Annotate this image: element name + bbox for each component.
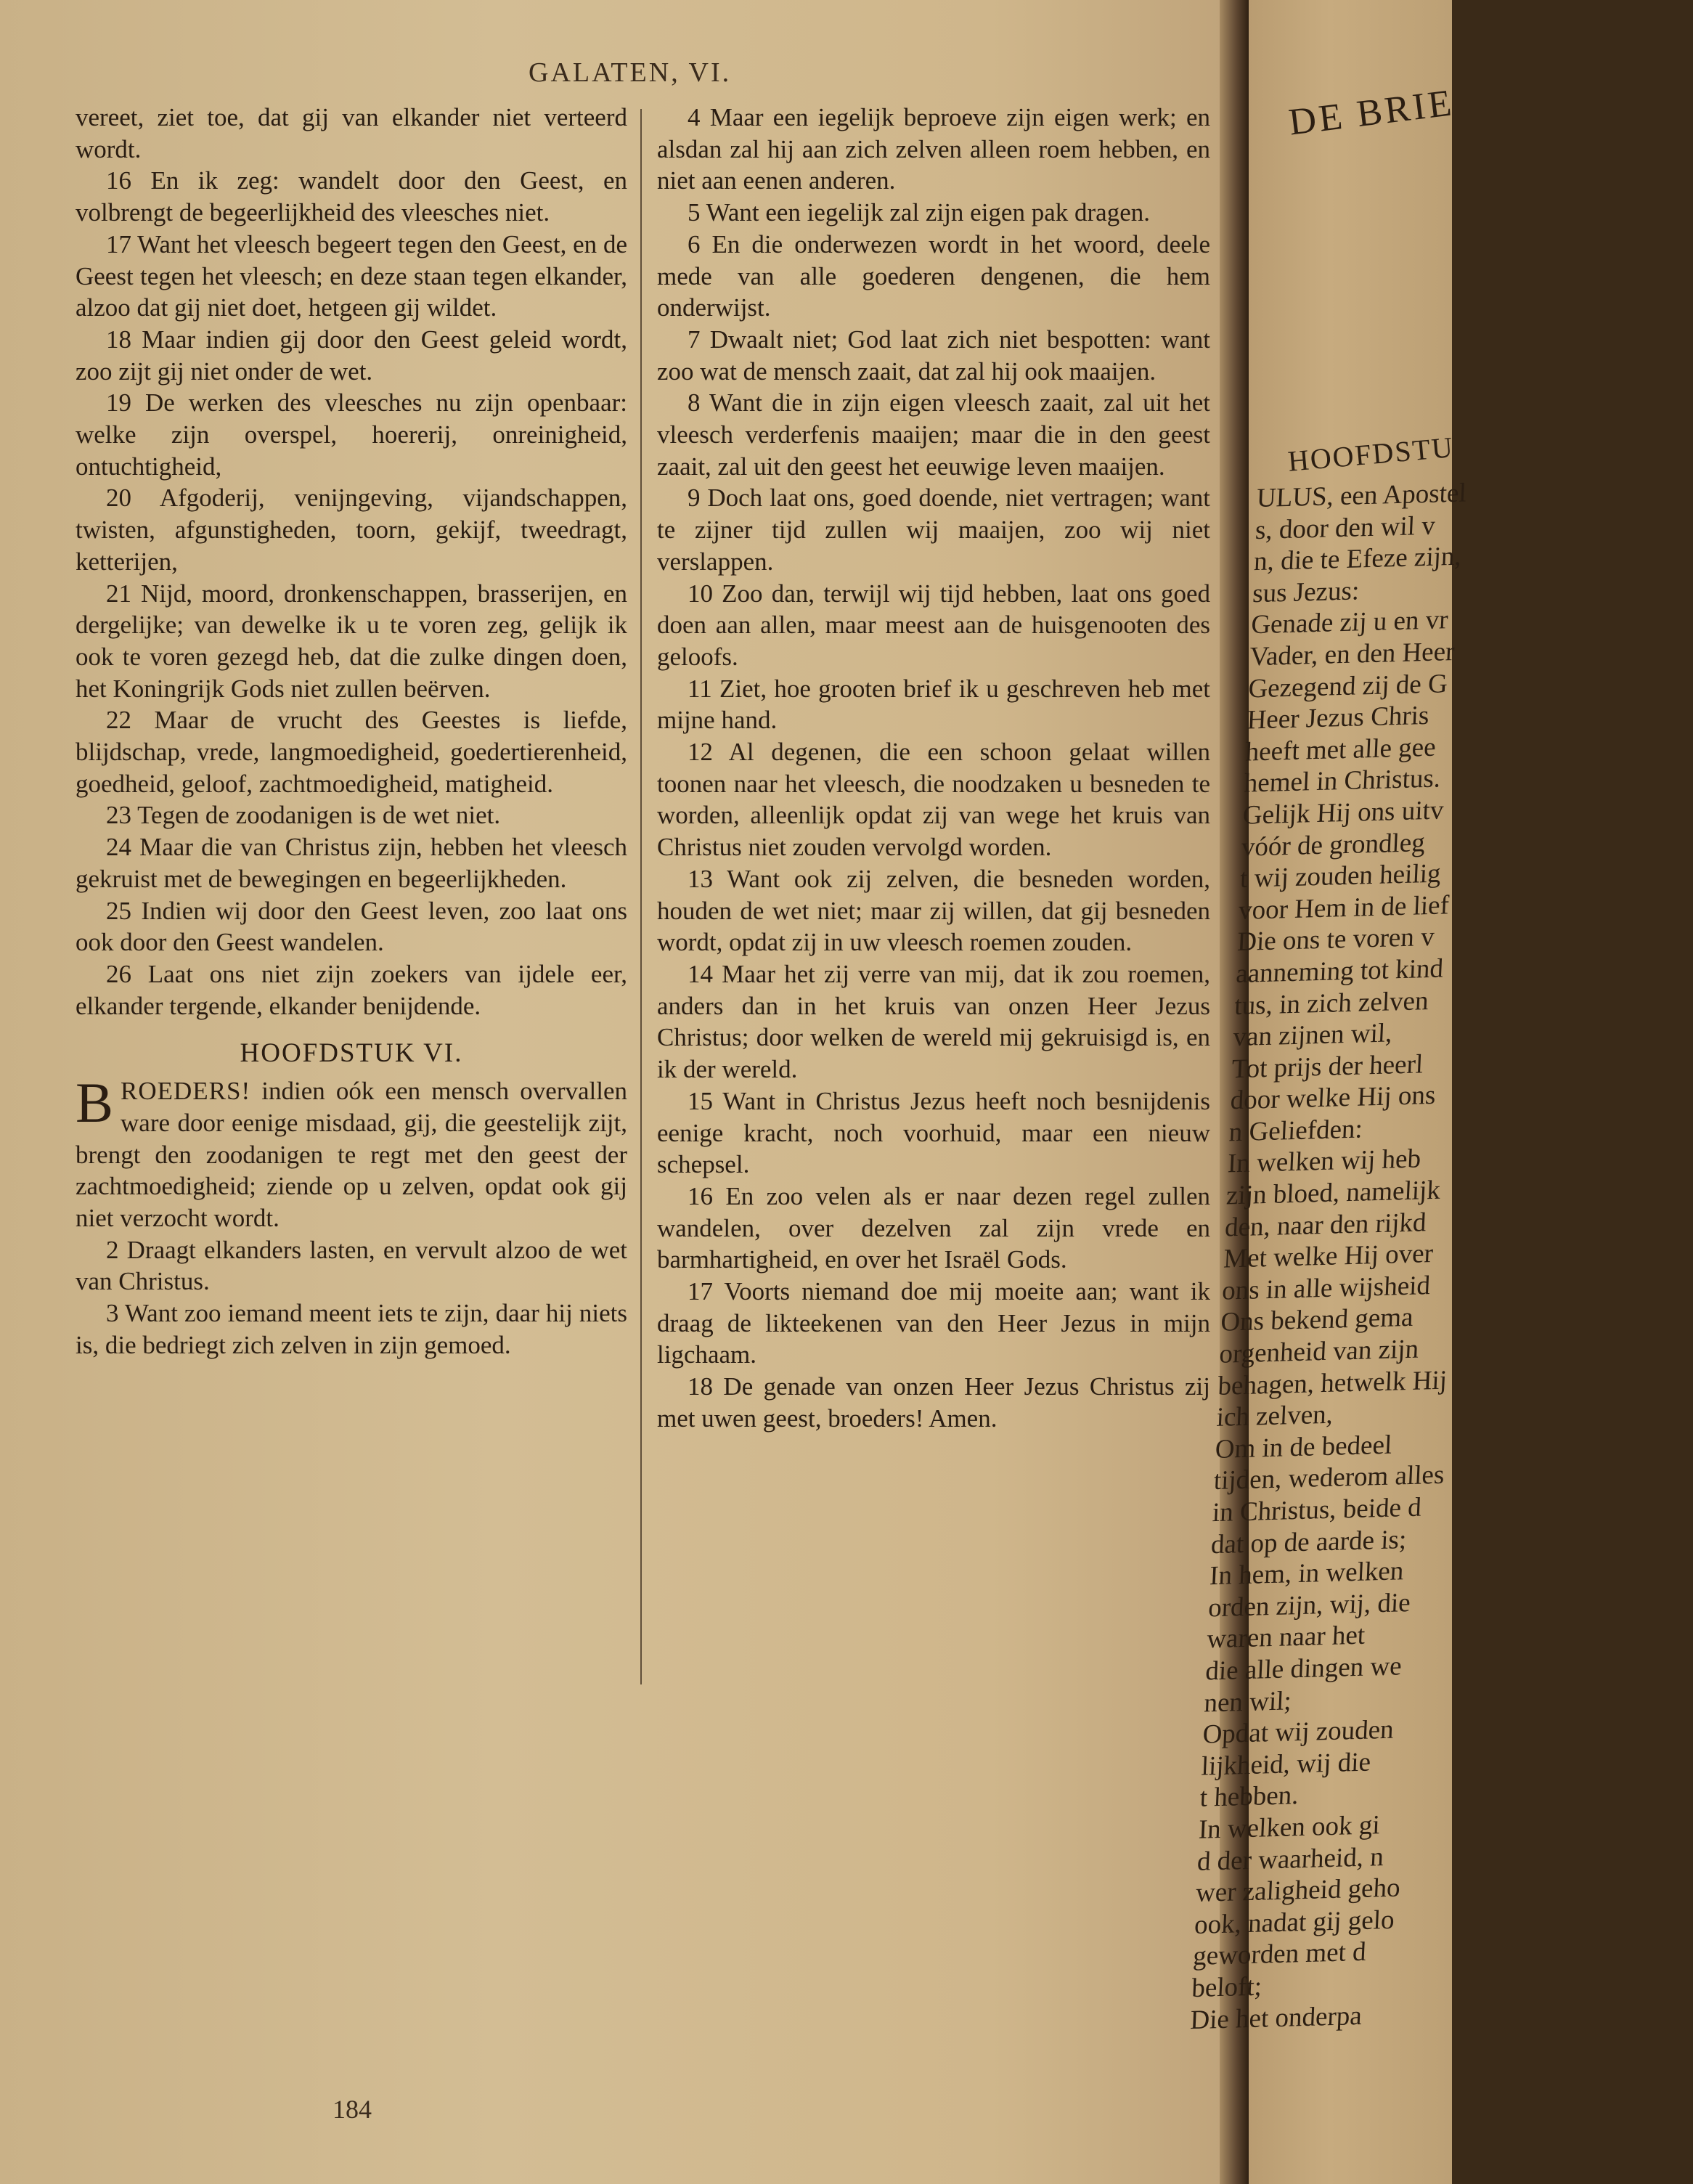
chapter-first-verse-text: indien oók een mensch overvallen ware door eenige misdaad, gij, die geestelijk zijt, brengt den zoodanigen te regt met den geest der zachtmoedigheid; ziende op u zelven, opdat ook gij niet verzocht wordt. xyxy=(76,1077,627,1232)
facing-page-line: Gelijk Hij ons uitv xyxy=(1242,795,1445,831)
facing-page-line: orgenheid van zijn xyxy=(1218,1334,1420,1369)
verse: 25 Indien wij door den Geest leven, zoo laat ons ook door den Geest wandelen. xyxy=(76,896,627,957)
facing-page-line: aanneming tot kind xyxy=(1235,953,1444,989)
verse: 18 De genade van onzen Heer Jezus Christus zij met uwen geest, broeders! Amen. xyxy=(657,1372,1210,1433)
verse: 8 Want die in zijn eigen vleesch zaait, zal uit het vleesch verderfenis maaijen; maar die in den geest zaait, zal uit den geest het eeuwige leven maaijen. xyxy=(657,388,1210,481)
verse: 16 En zoo velen als er naar dezen regel zullen wandelen, over dezelven zal zijn vrede en barmhartigheid, en over het Israël Gods. xyxy=(657,1181,1210,1274)
verse: 15 Want in Christus Jezus heeft noch besnijdenis eenige kracht, noch voorhuid, maar een nieuw schepsel. xyxy=(657,1086,1210,1179)
facing-page-line: Genade zij u en vr xyxy=(1250,605,1449,640)
verse: 2 Draagt elkanders lasten, en vervult alzoo de wet van Christus. xyxy=(76,1235,627,1296)
facing-page-line: den, naar den rijkd xyxy=(1224,1207,1427,1243)
facing-page-line: Vader, en den Heer xyxy=(1249,636,1456,672)
facing-page-line: behagen, hetwelk Hij xyxy=(1217,1365,1448,1401)
facing-page-line: dat op de aarde is; xyxy=(1210,1524,1408,1560)
facing-page-line: In hem, in welken xyxy=(1209,1556,1405,1592)
verse: 9 Doch laat ons, goed doende, niet vertragen; want te zijner tijd zullen wij maaijen, zoo wij niet verslappen. xyxy=(657,484,1210,576)
chapter-heading: HOOFDSTUK VI. xyxy=(240,1038,463,1069)
facing-page-line: van zijnen wil, xyxy=(1232,1018,1393,1053)
left-verses-after xyxy=(76,1234,627,1361)
facing-page-chapter: HOOFDSTU xyxy=(1286,431,1456,478)
left-verses xyxy=(76,102,627,1022)
facing-page-line: Heer Jezus Chris xyxy=(1246,701,1430,736)
page-number: 184 xyxy=(333,2095,372,2124)
verse: 24 Maar die van Christus zijn, hebben het vleesch gekruist met de bewegingen en begeerlijkheden. xyxy=(76,833,627,893)
facing-page-line: s, door den wil v xyxy=(1255,510,1436,545)
facing-page-line: ons in alle wijsheid xyxy=(1221,1270,1431,1306)
facing-page-line: n, die te Efeze zijn, xyxy=(1253,541,1462,577)
verse: 26 Laat ons niet zijn zoekers van ijdele eer, elkander tergende, elkander benijdende. xyxy=(76,959,627,1020)
facing-page-line: waren naar het xyxy=(1206,1621,1366,1655)
facing-page-line: vóór de grondleg xyxy=(1241,827,1426,863)
verse: 12 Al degenen, die een schoon gelaat willen toonen naar het vleesch, die noodzaken u besneden te worden, alleenlijk opdat zij van wege het kruis van Christus niet zouden vervolgd worden. xyxy=(657,738,1210,862)
facing-page-line: geworden met d xyxy=(1192,1937,1367,1972)
verse: 22 Maar de vrucht des Geestes is liefde, blijdschap, vrede, langmoedigheid, goedertierenheid, goedheid, geloof, zachtmoedigheid, matigheid. xyxy=(76,706,627,798)
facing-page-line: Opdat wij zouden xyxy=(1202,1714,1395,1750)
left-column xyxy=(76,102,627,1361)
facing-page-line: n Geliefden: xyxy=(1228,1114,1363,1148)
facing-page-line: die alle dingen we xyxy=(1204,1651,1403,1687)
facing-page-line: ich zelven, xyxy=(1215,1399,1334,1433)
facing-page-line: t wij zouden heilig xyxy=(1239,858,1442,894)
drop-cap: B xyxy=(76,1071,114,1135)
facing-page-line: door welke Hij ons xyxy=(1229,1080,1437,1116)
facing-page-line: ULUS, een Apostel xyxy=(1256,478,1467,514)
verse: 17 Want het vleesch begeert tegen den Geest, en de Geest tegen het vleesch; en deze staan tegen elkander, alzoo dat gij niet doet, hetgeen gij wildet. xyxy=(76,229,627,322)
facing-page-line: t hebben. xyxy=(1199,1780,1300,1814)
verse: 19 De werken des vleesches nu zijn openbaar: welke zijn overspel, hoererij, onreinigheid, ontuchtigheid, xyxy=(76,388,627,481)
facing-page-line: orden zijn, wij, die xyxy=(1207,1587,1411,1623)
chapter-first-verse xyxy=(76,1071,627,1234)
verse: 7 Dwaalt niet; God laat zich niet bespotten: want zoo wat de mensch zaait, dat zal hij ook maaijen. xyxy=(657,325,1210,386)
column-rule xyxy=(640,109,642,1684)
facing-page xyxy=(1189,0,1467,2184)
facing-page-line: In welken wij heb xyxy=(1227,1144,1421,1179)
verse: vereet, ziet toe, dat gij van elkander niet verteerd wordt. xyxy=(76,103,627,163)
verse: 13 Want ook zij zelven, die besneden worden, houden de wet niet; maar zij willen, dat gij besneden wordt, opdat zij in uw vleesch roemen zouden. xyxy=(657,864,1210,957)
facing-page-line: In welken ook gi xyxy=(1198,1810,1381,1845)
facing-page-line: beloft; xyxy=(1191,1971,1262,2004)
verse: 6 En die onderwezen wordt in het woord, deele mede van alle goederen dengenen, die hem onderwijst. xyxy=(657,229,1210,322)
facing-page-line: Die ons te voren v xyxy=(1236,922,1435,958)
facing-page-line: sus Jezus: xyxy=(1252,576,1360,609)
verse: 23 Tegen de zoodanigen is de wet niet. xyxy=(106,801,501,830)
facing-page-line: wer zaligheid geho xyxy=(1195,1873,1401,1909)
facing-page-line: Ons bekend gema xyxy=(1220,1303,1414,1338)
verse: 16 En ik zeg: wandelt door den Geest, en volbrengt de begeerlijkheid des vleesches niet. xyxy=(76,166,627,227)
facing-page-line: Om in de bedeel xyxy=(1214,1430,1393,1464)
running-head: GALATEN, VI. xyxy=(529,57,732,88)
facing-page-line: d der waarheid, n xyxy=(1196,1841,1384,1877)
facing-page-line: tus, in zich zelven xyxy=(1233,985,1429,1021)
verse: 11 Ziet, hoe grooten brief ik u geschreven heb met mijne hand. xyxy=(657,674,1210,735)
facing-page-line: voor Hem in de lief xyxy=(1238,889,1450,926)
chapter-opening-caps: ROEDERS! xyxy=(121,1077,251,1106)
verse: 20 Afgoderij, venijngeving, vijandschappen, twisten, afgunstigheden, toorn, gekijf, tweedragt, ketterijen, xyxy=(76,484,627,576)
facing-page-line: in Christus, beide d xyxy=(1212,1492,1422,1528)
facing-page-line: Met welke Hij over xyxy=(1223,1239,1434,1274)
facing-page-lines xyxy=(1190,471,1693,2036)
facing-page-line: Tot prijs der heerl xyxy=(1231,1048,1424,1084)
facing-page-line: tijden, wederom alles xyxy=(1213,1460,1445,1496)
facing-page-line: hemel in Christus. xyxy=(1244,763,1442,799)
verse: 18 Maar indien gij door den Geest geleid wordt, zoo zijt gij niet onder de wet. xyxy=(76,325,627,386)
verse: 5 Want een iegelijk zal zijn eigen pak dragen. xyxy=(688,198,1150,227)
facing-page-line: Gezegend zij de G xyxy=(1247,668,1448,704)
verse: 10 Zoo dan, terwijl wij tijd hebben, laat ons goed doen aan allen, maar meest aan de huisgenooten des geloofs. xyxy=(657,579,1210,671)
facing-page-line: ook, nadat gij gelo xyxy=(1194,1904,1395,1940)
verse: 17 Voorts niemand doe mij moeite aan; want ik draag de likteekenen van den Heer Jezus in mijn ligchaam. xyxy=(657,1277,1210,1369)
facing-page-line: nen wil; xyxy=(1203,1685,1292,1719)
right-column xyxy=(657,102,1210,1435)
facing-page-heading: DE BRIE xyxy=(1286,82,1457,144)
facing-page-line: heeft met alle gee xyxy=(1244,732,1437,767)
verse: 4 Maar een iegelijk beproeve zijn eigen werk; en alsdan zal hij aan zich zelven alleen roem hebben, en niet aan eenen anderen. xyxy=(657,103,1210,195)
facing-page-line: Die het onderpa xyxy=(1189,2000,1363,2035)
facing-page-line: zijn bloed, namelijk xyxy=(1225,1175,1441,1211)
verse: 21 Nijd, moord, dronkenschappen, brasserijen, en dergelijke; van dewelke ik u te voren zeg, gelijk ik ook te voren gezegd heb, dat die zulke dingen doen, het Koningrijk Gods niet zullen beërven. xyxy=(76,579,627,703)
verse: 3 Want zoo iemand meent iets te zijn, daar hij niets is, die bedriegt zich zelven in zijn gemoed. xyxy=(76,1299,627,1359)
facing-page-line: lijkheid, wij die xyxy=(1200,1747,1371,1782)
verse: 14 Maar het zij verre van mij, dat ik zou roemen, anders dan in het kruis van onzen Heer Jezus Christus; door welken de wereld mij gekruisigd is, en ik der wereld. xyxy=(657,959,1210,1084)
